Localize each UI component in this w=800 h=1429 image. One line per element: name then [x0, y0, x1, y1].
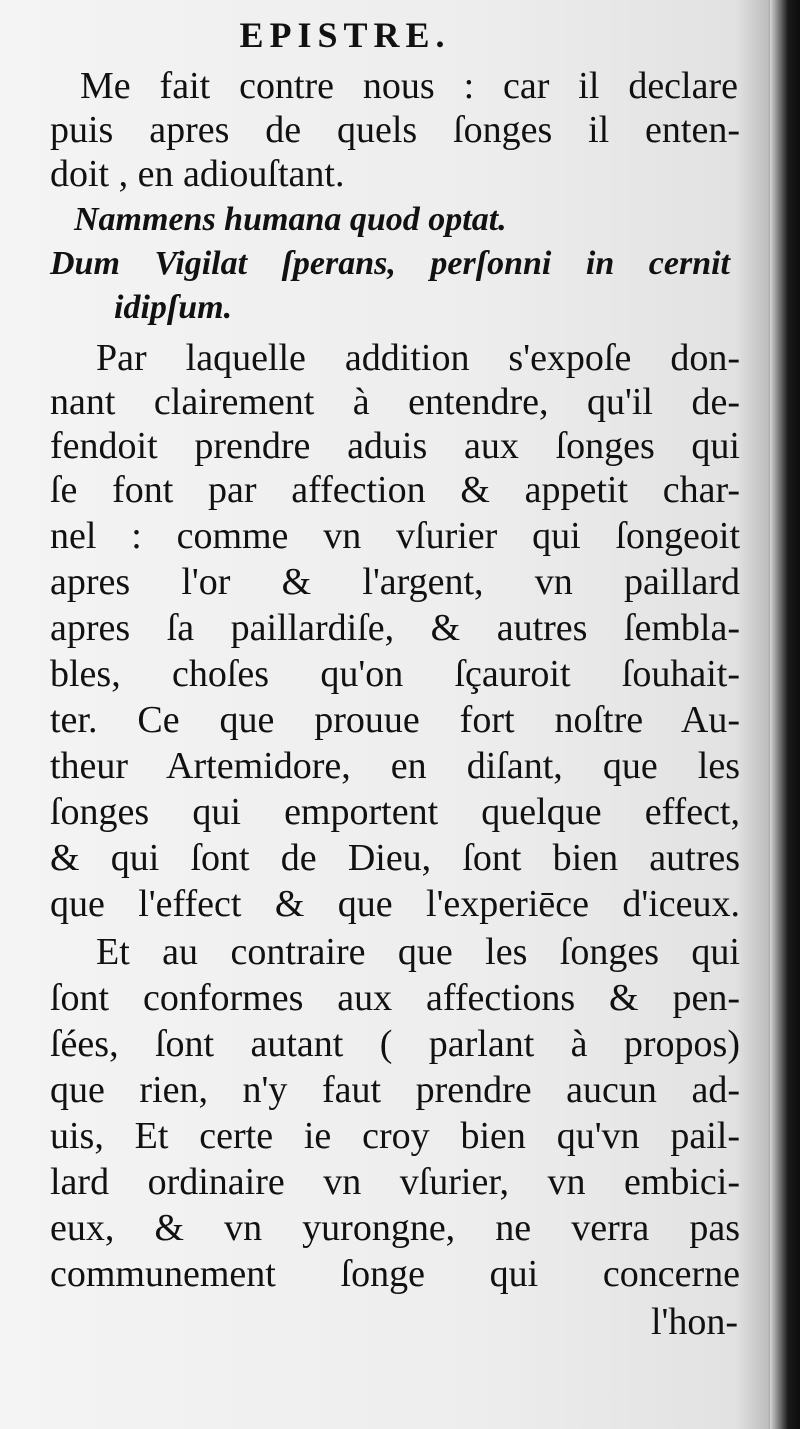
text-line: ſonges qui emportent quelque effect, [50, 791, 740, 833]
text-line: apres ſa paillardiſe, & autres ſembla- [50, 607, 740, 649]
text-line: Et au contraire que les ſonges qui [96, 931, 740, 973]
verse-line: Nammens humana quod optat. [74, 201, 507, 238]
text-line: nel : comme vn vſurier qui ſongeoit [50, 515, 740, 557]
text-line: que rien, n'y faut prendre aucun ad- [50, 1069, 740, 1111]
text-line: apres l'or & l'argent, vn paillard [50, 561, 740, 603]
page-gutter [770, 0, 800, 1429]
text-line: Me fait contre nous : car il declare [80, 65, 738, 107]
text-line: ſont conformes aux affections & pen- [50, 977, 740, 1019]
text-line: ſe font par affection & appetit char- [50, 469, 740, 511]
running-header: EPISTRE. [239, 15, 451, 55]
text-line: que l'effect & que l'experiēce d'iceux. [50, 883, 740, 925]
text-line: uis, Et certe ie croy bien qu'vn pail- [50, 1115, 740, 1157]
text-line: ter. Ce que prouue fort noſtre Au- [50, 699, 740, 741]
catchword: l'hon- [650, 1301, 738, 1343]
verse-line: Dum Vigilat ſperans, perſonni in cernit [50, 245, 730, 282]
text-line: ſées, ſont autant ( parlant à propos) [50, 1023, 740, 1065]
text-line: lard ordinaire vn vſurier, vn embici- [50, 1161, 740, 1203]
text-line: nant clairement à entendre, qu'il de- [50, 381, 740, 423]
verse-line: idipſum. [114, 289, 233, 326]
text-line: fendoit prendre aduis aux ſonges qui [50, 425, 740, 467]
text-line: doit , en adiouſtant. [50, 153, 345, 195]
text-line: eux, & vn yurongne, ne verra pas [50, 1207, 740, 1249]
text-line: Par laquelle addition s'expoſe don- [96, 337, 740, 379]
text-line: theur Artemidore, en diſant, que les [50, 745, 740, 787]
text-line: & qui ſont de Dieu, ſont bien autres [50, 837, 740, 879]
text-line: bles, choſes qu'on ſçauroit ſouhait- [50, 653, 740, 695]
text-line: communement ſonge qui concerne [50, 1253, 740, 1295]
text-line: puis apres de quels ſonges il enten- [50, 109, 740, 151]
